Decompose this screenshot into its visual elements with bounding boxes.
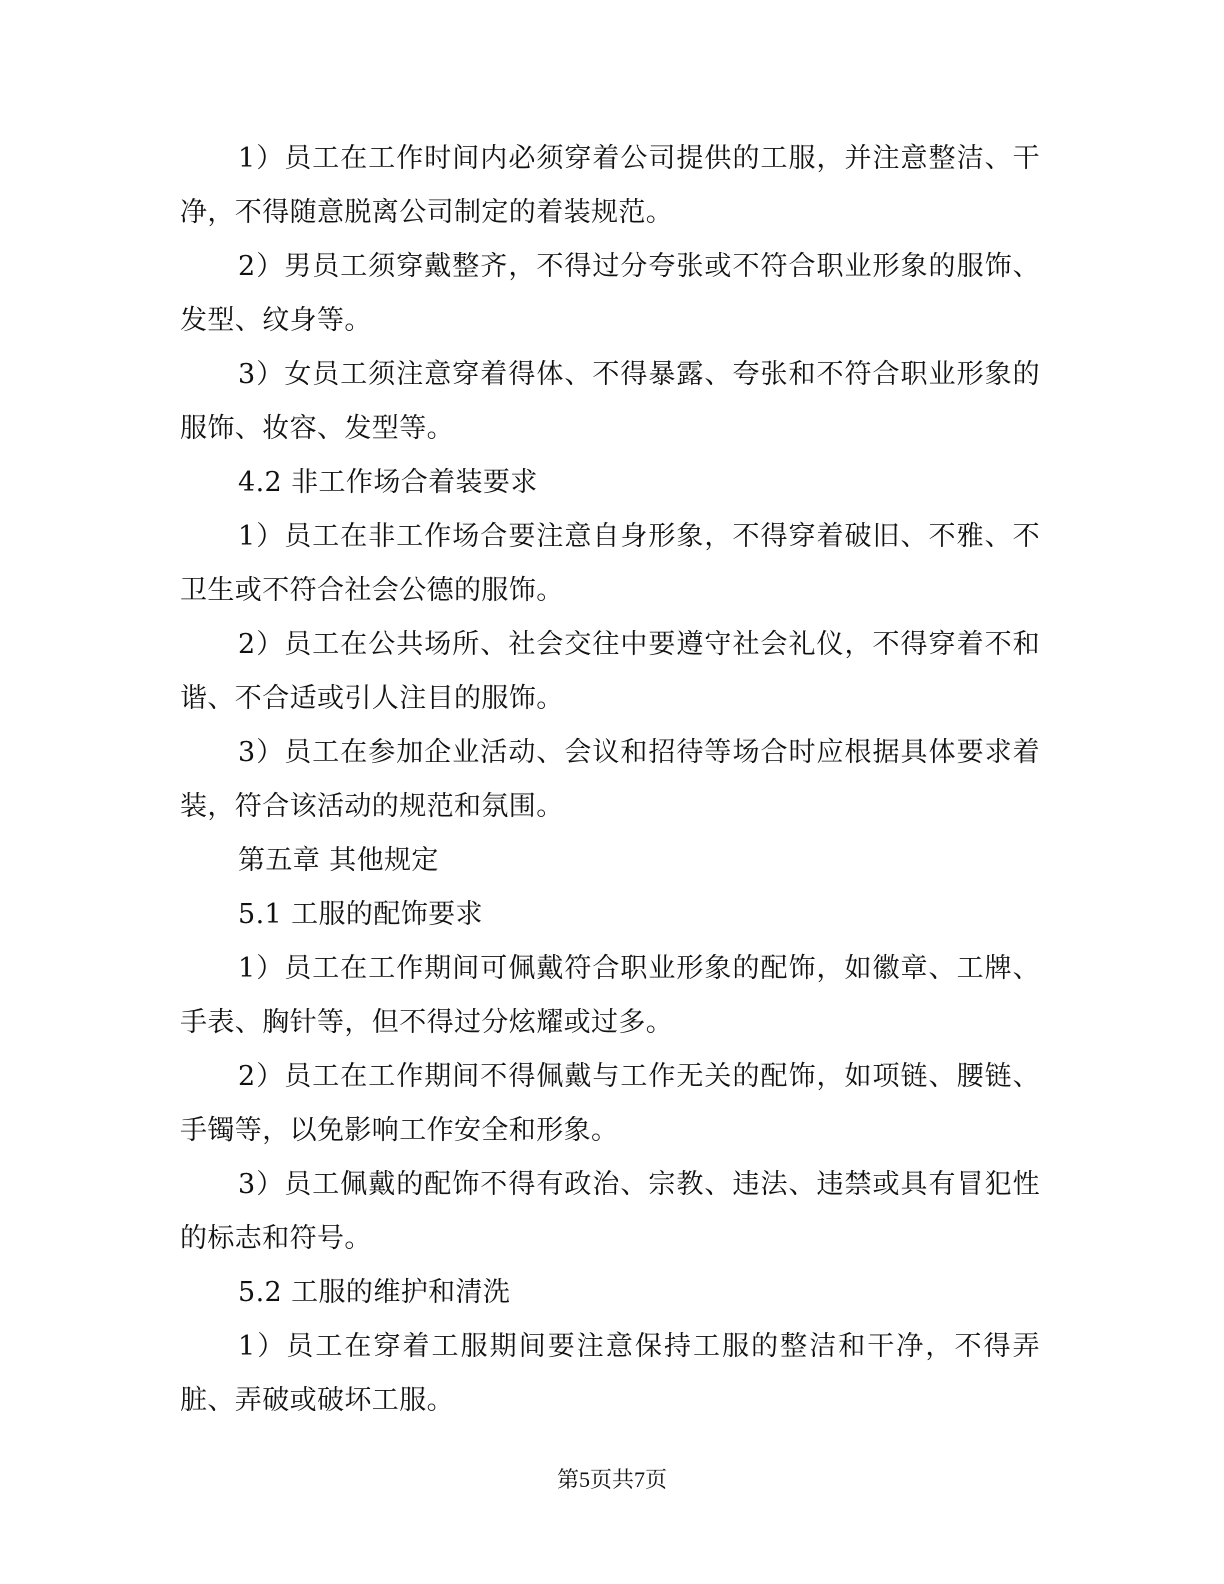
section-heading: 5.2 工服的维护和清洗: [238, 1277, 511, 1308]
section-heading: 4.2 非工作场合着装要求: [238, 467, 538, 498]
page-number-footer: 第5页共7页: [556, 1467, 667, 1492]
section-heading: 5.1 工服的配饰要求: [238, 899, 483, 930]
paragraph: 3）女员工须注意穿着得体、不得暴露、夸张和不符合职业形象的服饰、妆容、发型等。: [180, 359, 1040, 444]
paragraph: 2）员工在工作期间不得佩戴与工作无关的配饰，如项链、腰链、手镯等，以免影响工作安全和形象。: [180, 1061, 1040, 1146]
paragraph: 3）员工在参加企业活动、会议和招待等场合时应根据具体要求着装，符合该活动的规范和氛围。: [180, 737, 1040, 822]
paragraph: 2）男员工须穿戴整齐，不得过分夸张或不符合职业形象的服饰、发型、纹身等。: [180, 251, 1040, 336]
paragraph: 3）员工佩戴的配饰不得有政治、宗教、违法、违禁或具有冒犯性的标志和符号。: [180, 1169, 1040, 1254]
paragraph: 1）员工在非工作场合要注意自身形象，不得穿着破旧、不雅、不卫生或不符合社会公德的服饰。: [180, 521, 1040, 606]
paragraph: 2）员工在公共场所、社会交往中要遵守社会礼仪，不得穿着不和谐、不合适或引人注目的服饰。: [180, 629, 1040, 714]
paragraph: 1）员工在工作期间可佩戴符合职业形象的配饰，如徽章、工牌、手表、胸针等，但不得过分炫耀或过多。: [180, 953, 1040, 1038]
document-body: [180, 132, 1040, 1428]
paragraph: 1）员工在穿着工服期间要注意保持工服的整洁和干净，不得弄脏、弄破或破坏工服。: [180, 1331, 1040, 1416]
chapter-heading: 第五章 其他规定: [238, 845, 439, 876]
paragraph: 1）员工在工作时间内必须穿着公司提供的工服，并注意整洁、干净，不得随意脱离公司制定的着装规范。: [180, 143, 1040, 228]
